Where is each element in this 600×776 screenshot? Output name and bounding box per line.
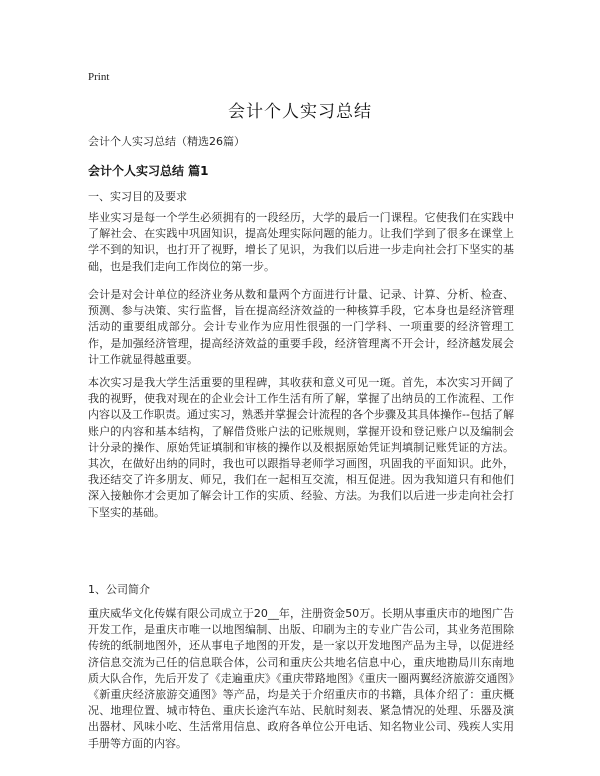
company-intro-heading: 1、公司简介 <box>88 583 150 596</box>
section-heading: 会计个人实习总结 篇1 <box>88 164 209 178</box>
section-sub-heading: 一、实习目的及要求 <box>88 190 187 203</box>
paragraph-1: 毕业实习是每一个学生必须拥有的一段经历，大学的最后一门课程。它使我们在实践中了解社会、在实践中巩固知识，提高处理实际问题的能力。让我们学到了很多在课堂上学不到的知识，也打开了视野，增长了见识，为我们以后进一步走向社会打下坚实的基础，也是我们走向工作岗位的第一步。 <box>88 211 514 273</box>
paragraph-3: 本次实习是我大学生活重要的里程碑，其收获和意义可见一斑。首先，本次实习开阔了我的视野，使我对现在的企业会计工作生活有所了解，掌握了出纳员的工作流程、工作内容以及工作职责。通过实习，熟悉并掌握会计流程的各个步骤及其具体操作--包括了解账户的内容和基本结构，了解借贷账户法的记账规则，掌握开设和登记账户以及编制会计分录的操作、原始凭证填制和审核的操作以及根据原始凭证判填制记账凭证的方法。其次，在做好出纳的同时，我也可以跟指导老师学习画图，巩固我的平面知识。此外，我还结交了许多朋友、师兄，我们在一起相互交流，相互促进。因为我知道只有和他们深入接触你才会更加了解会计工作的实质、经验、方法。为我们以后进一步走向社会打下坚实的基础。 <box>88 376 514 519</box>
paragraph-2: 会计是对会计单位的经济业务从数和量两个方面进行计量、记录、计算、分析、检查、预测、参与决策、实行监督，旨在提高经济效益的一种核算手段，它本身也是经济管理活动的重要组成部分。会计专业作为应用性很强的一门学科、一项重要的经济管理工作，是加强经济管理，提高经济效益的重要手段，经济管理离不开会计，经济越发展会计工作就显得越重要。 <box>88 288 514 366</box>
company-intro-paragraph: 重庆威华文化传媒有限公司成立于20__年，注册资金50万。长期从事重庆市的地图广告开发工作，是重庆市唯一以地图编制、出版、印刷为主的专业广告公司，其业务范围除传统的纸制地图外，还从事电子地图的开发，是一家以开发地图产品为主导，以促进经济信息交流为己任的信息联合体，公司和重庆公共地名信息中心，重庆地勘局川东南地质大队合作，先后开发了《走遍重庆》《重庆带路地图》《重庆一圈两翼经济旅游交通图》《新重庆经济旅游交通图》等产品，均是关于介绍重庆市的书籍，具体介绍了：重庆概况、地理位置、城市特色、重庆长途汽车站、民航时刻表、紧急情况的处理、乐器及演出器材、风味小吃、生活常用信息、政府各单位公开电话、知名物业公司、残疾人实用手册等方面的内容。 <box>88 607 514 750</box>
print-label[interactable]: Print <box>88 71 110 83</box>
document-subtitle: 会计个人实习总结（精选26篇） <box>88 135 245 148</box>
document-title: 会计个人实习总结 <box>228 102 372 122</box>
